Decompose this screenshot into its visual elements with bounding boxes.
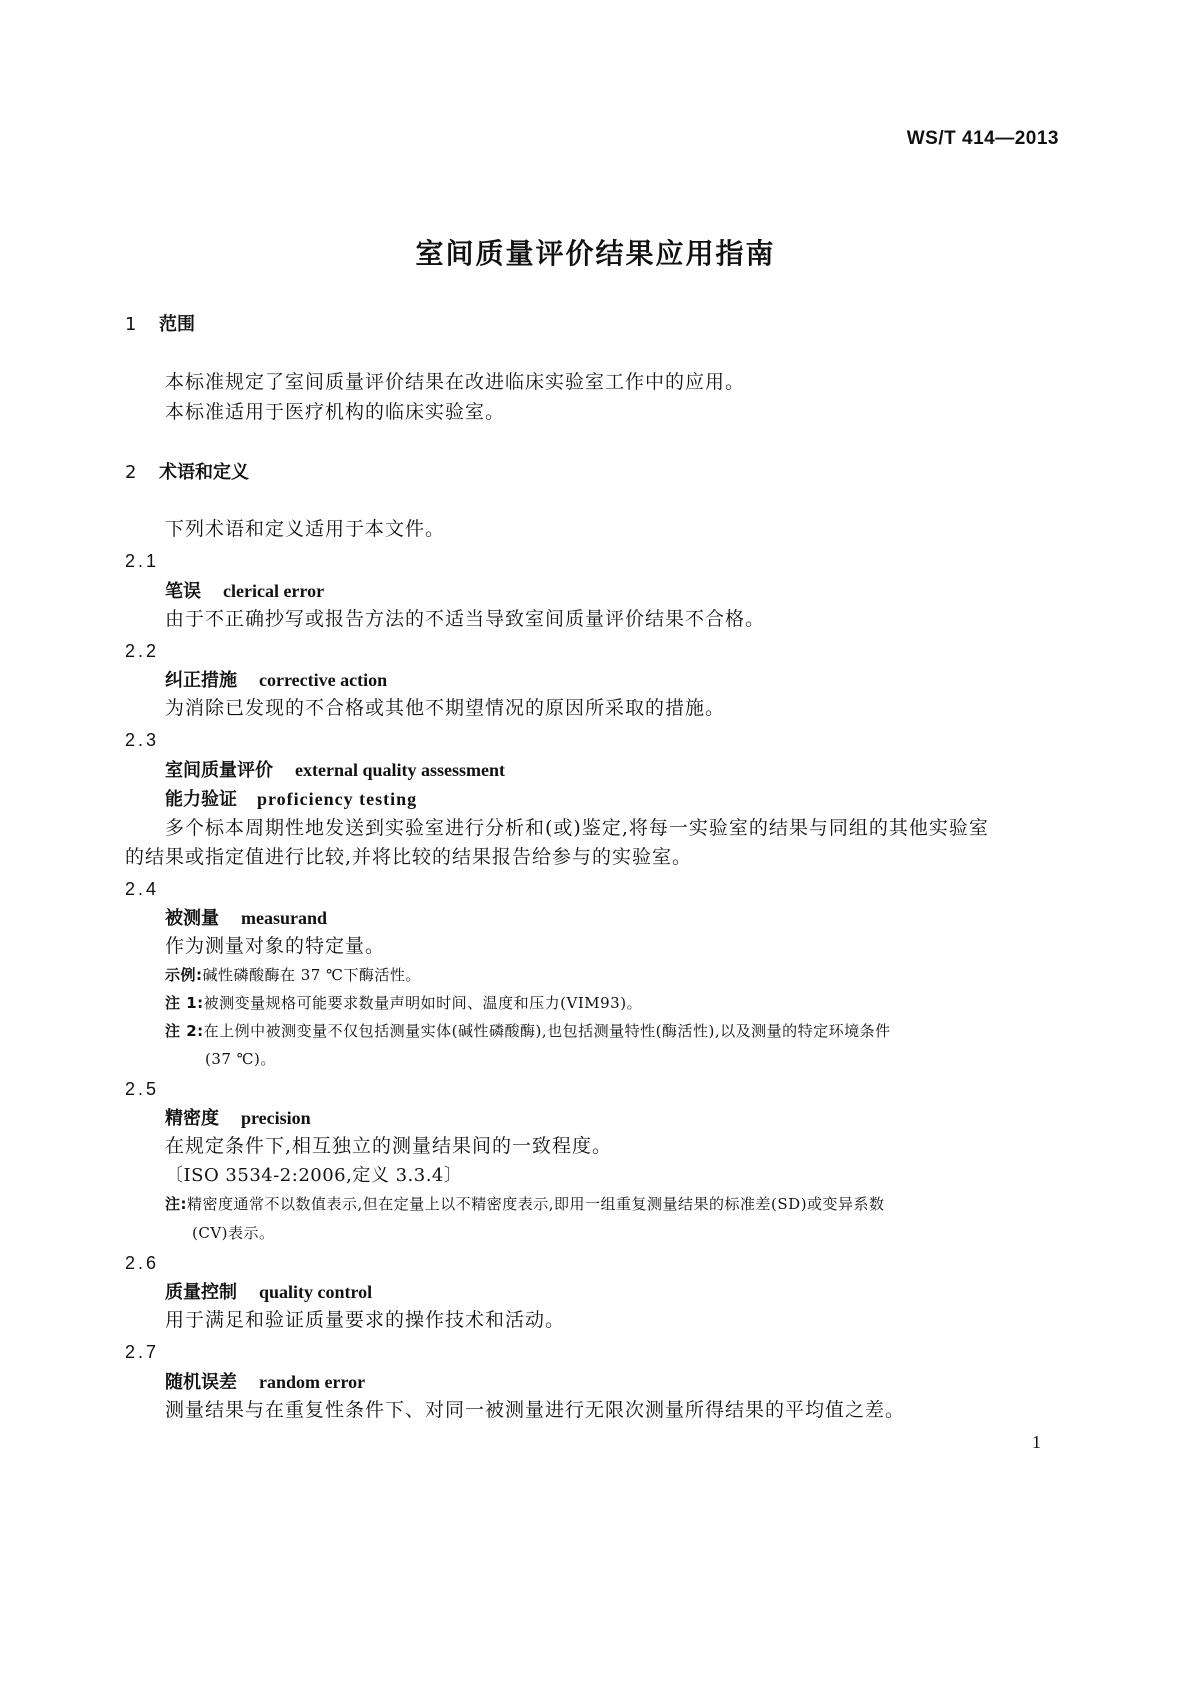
- source-reference: 〔ISO 3534-2:2006,定义 3.3.4〕: [165, 1165, 463, 1186]
- term-zh: 质量控制: [165, 1282, 237, 1303]
- term-zh: 室间质量评价: [165, 760, 273, 781]
- example-text: 碱性磷酸酶在 37 ℃下酶活性。: [202, 966, 421, 984]
- scope-paragraph-2: 本标准适用于医疗机构的临床实验室。: [165, 401, 506, 423]
- term-definition: 测量结果与在重复性条件下、对同一被测量进行无限次测量所得结果的平均值之差。: [165, 1399, 906, 1421]
- note-1: [165, 996, 642, 1011]
- term-definition-line-1: 多个标本周期性地发送到实验室进行分析和(或)鉴定,将每一实验室的结果与同组的其他实验室: [165, 817, 989, 839]
- note-continued: (CV)表示。: [192, 1224, 275, 1242]
- note: [165, 1197, 885, 1212]
- section-title: 术语和定义: [159, 462, 249, 483]
- section-number: 2: [125, 462, 137, 483]
- term-zh: 纠正措施: [165, 670, 237, 691]
- term-zh: 精密度: [165, 1108, 219, 1129]
- term-zh: 被测量: [165, 908, 219, 929]
- terms-intro: 下列术语和定义适用于本文件。: [165, 518, 446, 540]
- standard-code: WS/T 414—2013: [906, 128, 1059, 149]
- term-definition: 为消除已发现的不合格或其他不期望情况的原因所采取的措施。: [165, 697, 726, 719]
- clause-number: 2.7: [125, 1342, 160, 1362]
- example-label: 示例:: [165, 966, 203, 984]
- term-en: quality control: [259, 1282, 373, 1302]
- clause-number: 2.4: [125, 879, 160, 899]
- term-en: random error: [259, 1372, 366, 1392]
- scope-paragraph-1: 本标准规定了室间质量评价结果在改进临床实验室工作中的应用。: [165, 371, 746, 393]
- page-number: 1: [1032, 1432, 1041, 1452]
- alt-term-zh: 能力验证: [165, 789, 237, 810]
- term-en: clerical error: [223, 581, 325, 601]
- note-label: 注 2:: [165, 1022, 204, 1040]
- section-1-heading: [125, 316, 195, 334]
- term-heading: [165, 1283, 372, 1302]
- note-2-continued: (37 ℃)。: [205, 1050, 276, 1068]
- term-heading: [165, 909, 327, 928]
- term-definition: 用于满足和验证质量要求的操作技术和活动。: [165, 1309, 566, 1331]
- note-label: 注:: [165, 1195, 187, 1213]
- section-title: 范围: [159, 314, 195, 335]
- term-en: external quality assessment: [295, 760, 505, 780]
- term-heading: [165, 761, 505, 780]
- section-2-heading: [125, 464, 249, 482]
- alt-term-en: proficiency testing: [257, 789, 418, 809]
- note-text: 被测变量规格可能要求数量声明如时间、温度和压力(VIM93)。: [203, 994, 643, 1012]
- term-definition-line-2: 的结果或指定值进行比较,并将比较的结果报告给参与的实验室。: [125, 846, 693, 868]
- term-definition: 在规定条件下,相互独立的测量结果间的一致程度。: [165, 1135, 613, 1157]
- alternative-term: [165, 790, 417, 809]
- note-text: 精密度通常不以数值表示,但在定量上以不精密度表示,即用一组重复测量结果的标准差(SD)或变异系数: [187, 1195, 885, 1213]
- note-text: 在上例中被测变量不仅包括测量实体(碱性磷酸酶),也包括测量特性(酶活性),以及测量的特定环境条件: [203, 1022, 891, 1040]
- note-2: [165, 1024, 891, 1039]
- term-heading: [165, 582, 324, 601]
- note-label: 注 1:: [165, 994, 204, 1012]
- term-en: corrective action: [259, 670, 388, 690]
- document-title: 室间质量评价结果应用指南: [415, 237, 776, 270]
- clause-number: 2.1: [125, 551, 160, 571]
- section-number: 1: [125, 314, 137, 335]
- term-heading: [165, 671, 387, 690]
- clause-number: 2.6: [125, 1253, 160, 1273]
- example: [165, 968, 421, 983]
- clause-number: 2.5: [125, 1079, 160, 1099]
- term-en: precision: [241, 1108, 311, 1128]
- term-definition: 作为测量对象的特定量。: [165, 935, 386, 957]
- term-heading: [165, 1373, 365, 1392]
- term-zh: 随机误差: [165, 1372, 237, 1393]
- clause-number: 2.2: [125, 641, 160, 661]
- term-heading: [165, 1109, 311, 1128]
- term-definition: 由于不正确抄写或报告方法的不适当导致室间质量评价结果不合格。: [165, 608, 766, 630]
- clause-number: 2.3: [125, 730, 160, 750]
- term-zh: 笔误: [165, 581, 201, 602]
- term-en: measurand: [241, 908, 328, 928]
